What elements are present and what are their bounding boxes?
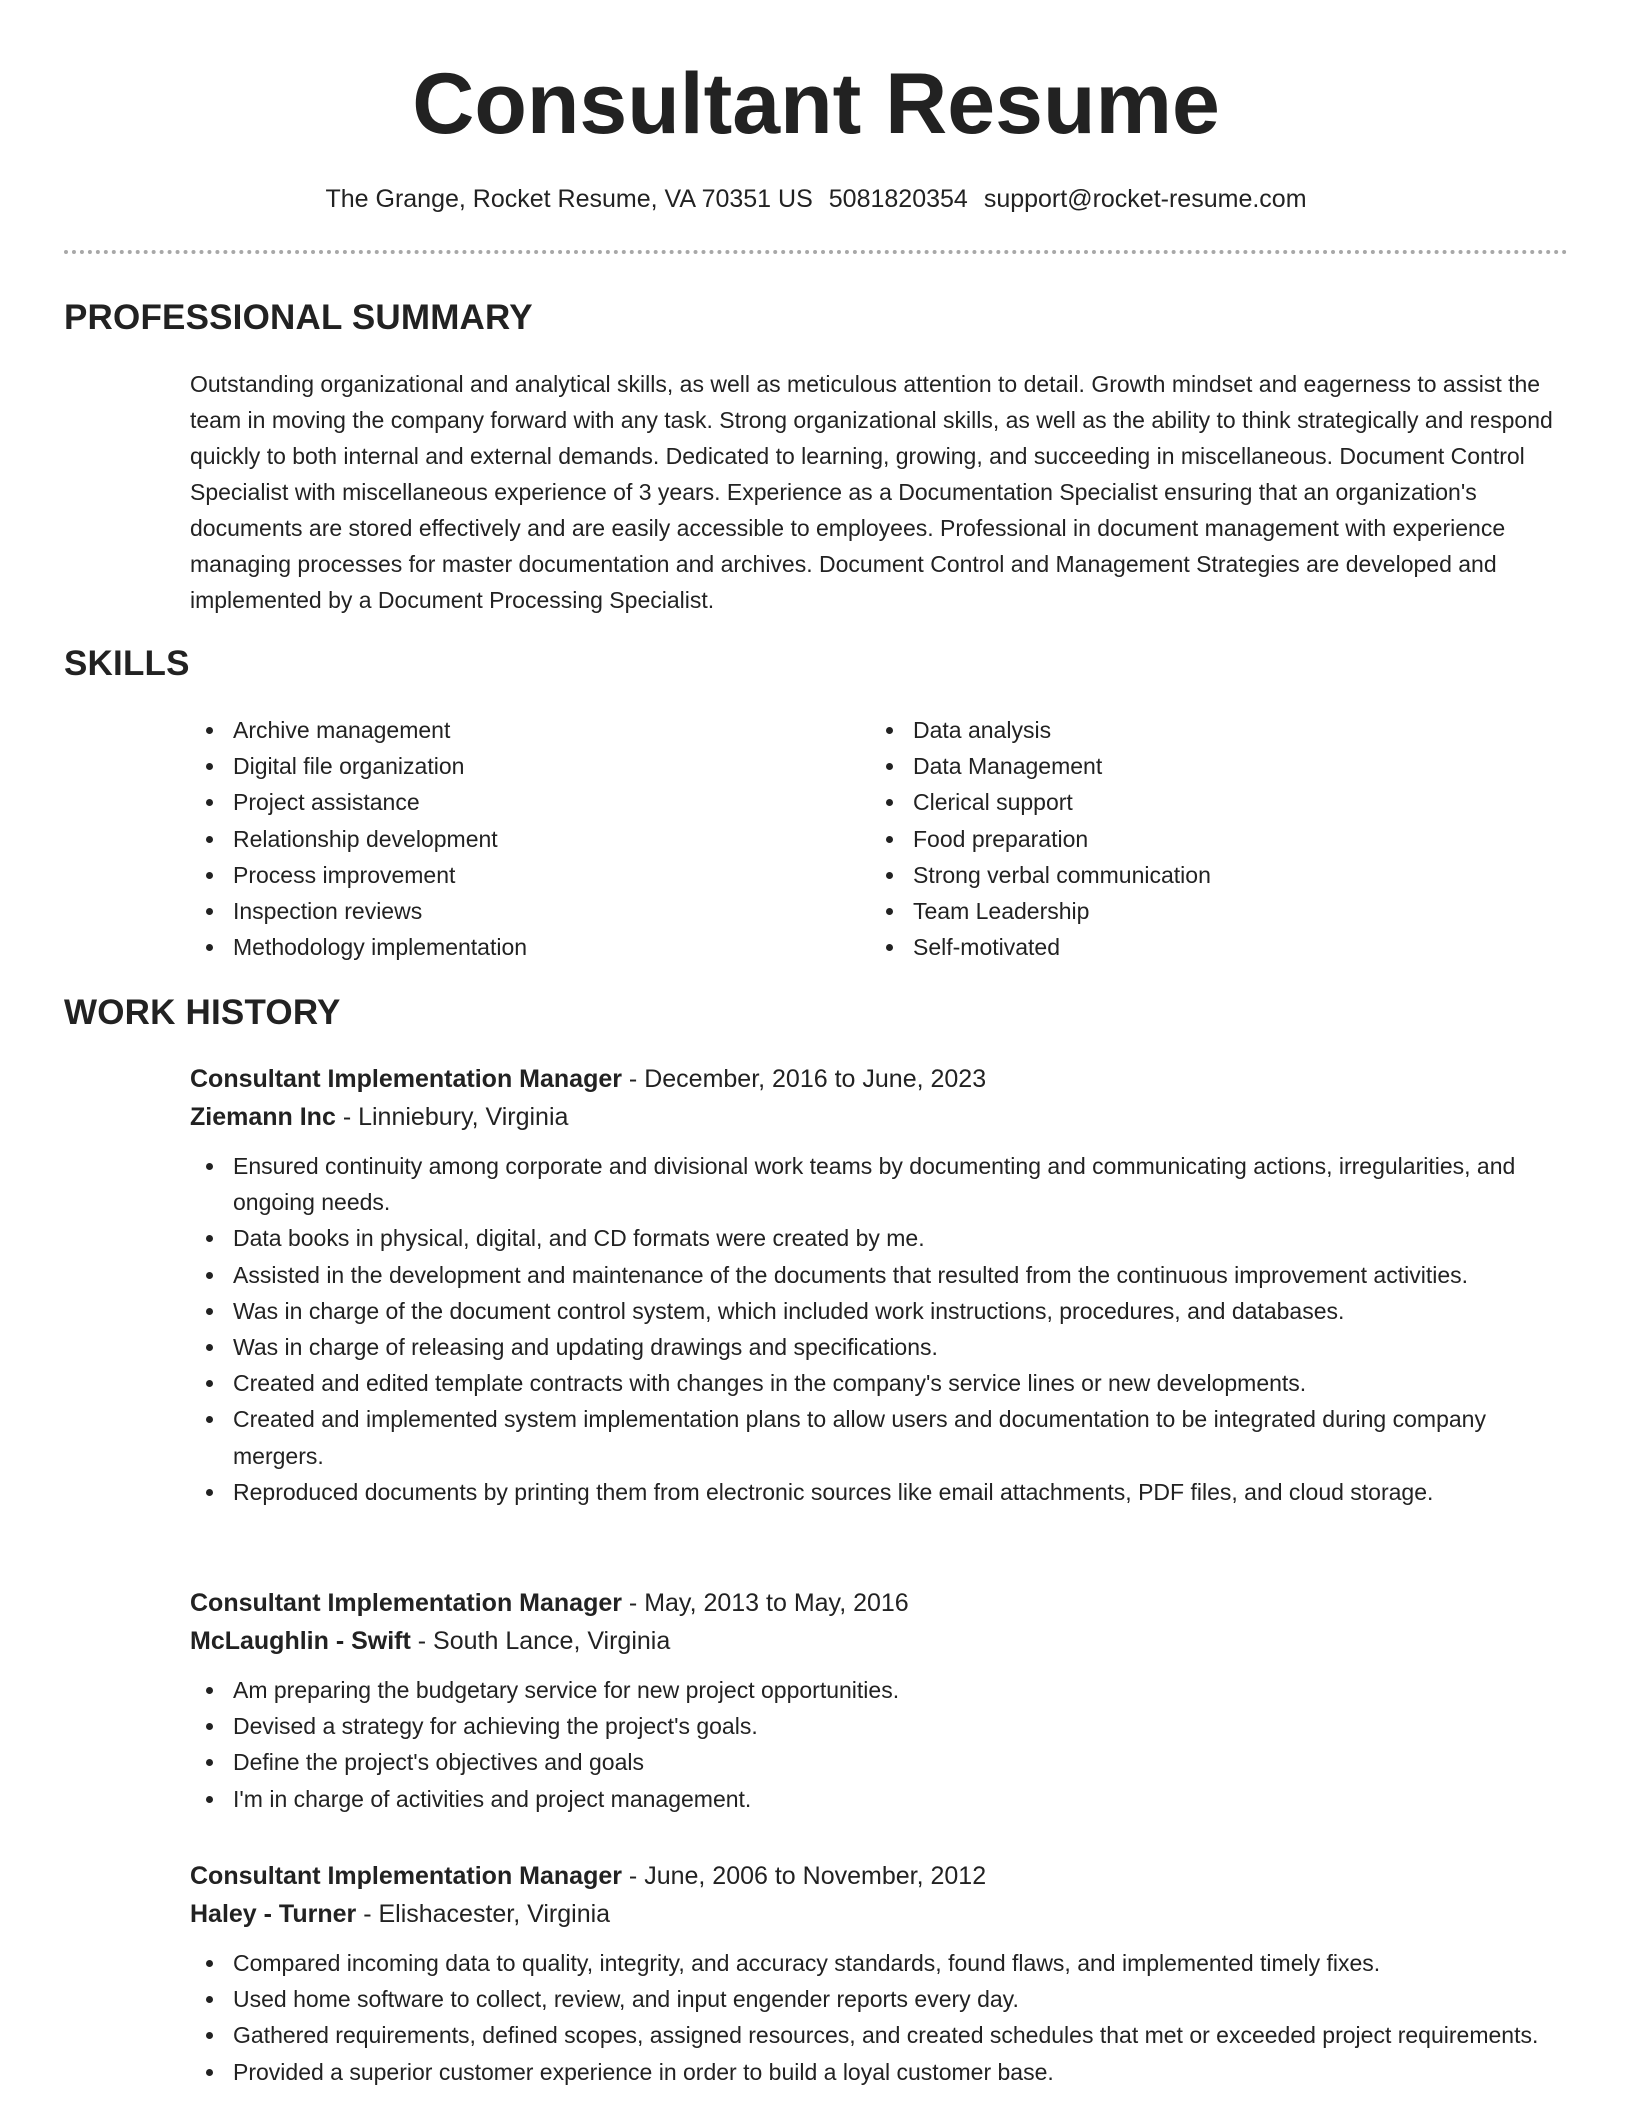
contact-email: support@rocket-resume.com bbox=[983, 185, 1307, 213]
skill-item: Methodology implementation bbox=[190, 929, 527, 965]
job-role: Consultant Implementation Manager bbox=[190, 1862, 622, 1890]
skills-list-left bbox=[190, 712, 527, 965]
job-duty: Gathered requirements, defined scopes, assigned resources, and created schedules that met or exceeded project requirements. bbox=[190, 2017, 1573, 2053]
job-title-line bbox=[190, 1857, 1575, 1895]
job-duties bbox=[190, 1672, 1575, 1817]
job-duty: Created and implemented system implementation plans to allow users and documentation to be integrated during company mergers. bbox=[190, 1401, 1573, 1473]
job-title-line bbox=[190, 1584, 1575, 1622]
job-entry bbox=[190, 1060, 1575, 1510]
job-company-line bbox=[190, 1098, 1575, 1136]
job-duty: Compared incoming data to quality, integrity, and accuracy standards, found flaws, and implemented timely fixes. bbox=[190, 1945, 1573, 1981]
job-duty: Used home software to collect, review, and input engender reports every day. bbox=[190, 1981, 1573, 2017]
job-duty: Define the project's objectives and goals bbox=[190, 1744, 1573, 1780]
skill-item: Digital file organization bbox=[190, 748, 527, 784]
job-location: - South Lance, Virginia bbox=[410, 1627, 671, 1655]
summary-text: Outstanding organizational and analytical skills, as well as meticulous attention to detail. Growth mindset and eagerness to assist the team in moving the company forward with any task. Strong organizational skills, as well as the ability to think strategically and respond quickly to both internal and external demands. Dedicated to learning, growing, and succeeding in miscellaneous. Document Control Specialist with miscellaneous experience of 3 years. Experience as a Documentation Specialist ensuring that an organization's documents are stored effectively and are easily accessible to employees. Professional in document management with experience managing processes for master documentation and archives. Document Control and Management Strategies are developed and implemented by a Document Processing Specialist. bbox=[190, 371, 1553, 613]
contact-phone: 5081820354 bbox=[828, 185, 968, 213]
job-duty: Provided a superior customer experience in order to build a loyal customer base. bbox=[190, 2054, 1573, 2090]
job-duty: Was in charge of the document control system, which included work instructions, procedures, and databases. bbox=[190, 1293, 1573, 1329]
job-duty: Devised a strategy for achieving the project's goals. bbox=[190, 1708, 1573, 1744]
contact-line bbox=[0, 182, 1632, 216]
skill-item: Team Leadership bbox=[870, 893, 1211, 929]
summary-heading: PROFESSIONAL SUMMARY bbox=[64, 298, 533, 337]
job-duties bbox=[190, 1945, 1575, 2090]
job-company: Ziemann Inc bbox=[190, 1103, 336, 1131]
skills-list-right bbox=[870, 712, 1211, 965]
job-duty: Assisted in the development and maintenance of the documents that resulted from the continuous improvement activities. bbox=[190, 1257, 1573, 1293]
contact-address: The Grange, Rocket Resume, VA 70351 US bbox=[325, 185, 813, 213]
job-location: - Elishacester, Virginia bbox=[356, 1900, 611, 1928]
job-dates: - June, 2006 to November, 2012 bbox=[621, 1862, 987, 1890]
job-duty: Was in charge of releasing and updating drawings and specifications. bbox=[190, 1329, 1573, 1365]
job-location: - Linniebury, Virginia bbox=[335, 1103, 569, 1131]
job-duty: Ensured continuity among corporate and divisional work teams by documenting and communicating actions, irregularities, and ongoing needs. bbox=[190, 1148, 1573, 1220]
skill-item: Data analysis bbox=[870, 712, 1211, 748]
job-entry bbox=[190, 1584, 1575, 1817]
skills-heading: SKILLS bbox=[64, 644, 190, 683]
header-divider bbox=[64, 250, 1568, 254]
skill-item: Relationship development bbox=[190, 821, 527, 857]
skill-item: Food preparation bbox=[870, 821, 1211, 857]
job-duty: I'm in charge of activities and project management. bbox=[190, 1781, 1573, 1817]
skill-item: Archive management bbox=[190, 712, 527, 748]
skill-item: Self-motivated bbox=[870, 929, 1211, 965]
job-duties bbox=[190, 1148, 1575, 1510]
job-company-line bbox=[190, 1895, 1575, 1933]
job-title-line bbox=[190, 1060, 1575, 1098]
resume-title: Consultant Resume bbox=[412, 56, 1220, 152]
job-company-line bbox=[190, 1622, 1575, 1660]
job-company: McLaughlin - Swift bbox=[190, 1627, 411, 1655]
job-company: Haley - Turner bbox=[190, 1900, 357, 1928]
job-role: Consultant Implementation Manager bbox=[190, 1065, 622, 1093]
job-dates: - May, 2013 to May, 2016 bbox=[621, 1589, 909, 1617]
skill-item: Strong verbal communication bbox=[870, 857, 1211, 893]
job-duty: Reproduced documents by printing them from electronic sources like email attachments, PDF files, and cloud storage. bbox=[190, 1474, 1573, 1510]
skill-item: Inspection reviews bbox=[190, 893, 527, 929]
job-dates: - December, 2016 to June, 2023 bbox=[621, 1065, 987, 1093]
job-role: Consultant Implementation Manager bbox=[190, 1589, 622, 1617]
job-duty: Created and edited template contracts with changes in the company's service lines or new developments. bbox=[190, 1365, 1573, 1401]
skill-item: Project assistance bbox=[190, 784, 527, 820]
job-entry bbox=[190, 1857, 1575, 2090]
job-duty: Am preparing the budgetary service for new project opportunities. bbox=[190, 1672, 1573, 1708]
skill-item: Process improvement bbox=[190, 857, 527, 893]
work-history-heading: WORK HISTORY bbox=[64, 993, 341, 1032]
job-duty: Data books in physical, digital, and CD formats were created by me. bbox=[190, 1220, 1573, 1256]
skill-item: Clerical support bbox=[870, 784, 1211, 820]
skill-item: Data Management bbox=[870, 748, 1211, 784]
